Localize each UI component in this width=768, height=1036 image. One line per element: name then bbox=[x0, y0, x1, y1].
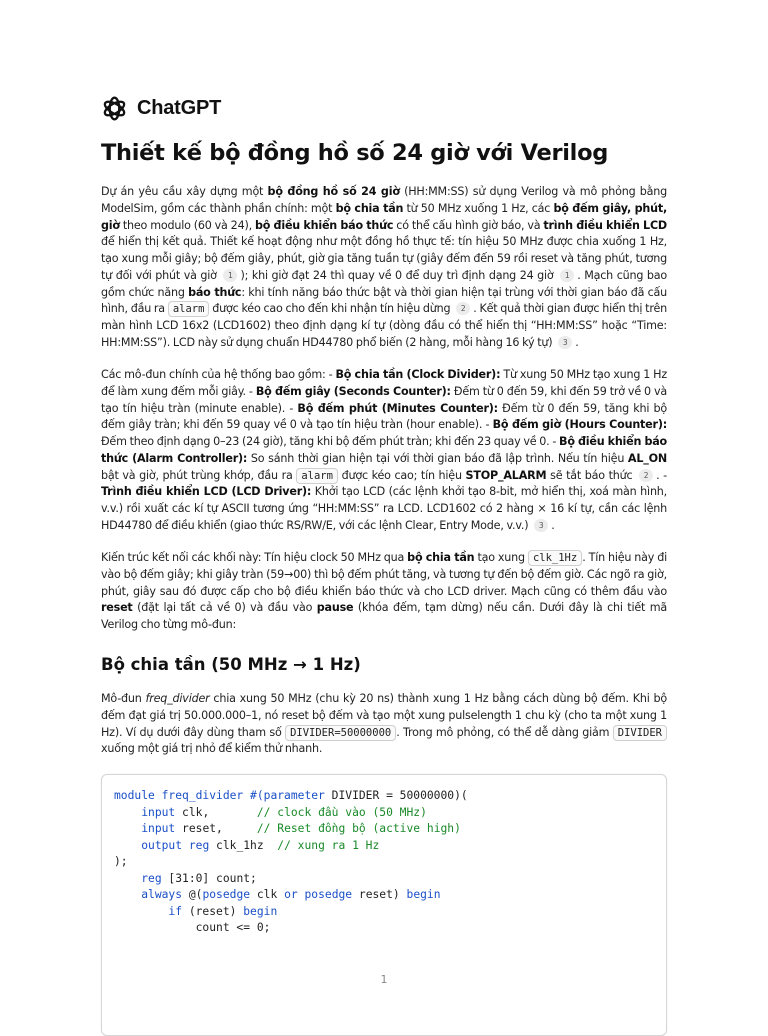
code-lines: module freq_divider #(parameter DIVIDER = 50000000)( input clk, // clock đầu vào (50 MHz) input reset, // Reset đồng bộ (active high) output reg clk_1hz // xung ra 1 Hz ); reg [31:0] count; always @(posedge clk or posedge reset) begin if (reset) begin count <= 0; bbox=[114, 789, 468, 934]
inline-code-clk-1hz: clk_1Hz bbox=[528, 550, 582, 566]
inline-code-divider-value: DIVIDER=50000000 bbox=[285, 725, 396, 741]
citation-badge[interactable]: 3 bbox=[558, 336, 572, 349]
inline-code-alarm: alarm bbox=[296, 468, 338, 484]
brand-header bbox=[101, 94, 221, 122]
modules-paragraph: Các mô-đun chính của hệ thống bao gồm: - Bộ chia tần (Clock Divider): Từ xung 50 MHz tạo xung 1 Hz để làm xung đếm mỗi giây. - Bộ đếm giây (Seconds Counter): Đếm từ 0 đến 59, khi đến 59 trở về 0 và tạo tín hiệu tràn (minute enable). - Bộ đếm phút (Minutes Counter): Đếm từ 0 đến 59, tăng khi bộ đếm giây tràn; khi đến 59 quay về 0 và tạo tín hiệu tràn (hour enable). - Bộ đếm giờ (Hours Counter): Đếm theo định dạng 0–23 (24 giờ), tăng khi bộ đếm phút tràn; khi đến 23 quay về 0. - Bộ điều khiển báo thức (Alarm Controller): So sánh thời gian hiện tại với thời gian báo đã lập trình. Nếu tín hiệu AL_ON bật và giờ, phút trùng khớp, đầu ra alarm được kéo cao; tín hiệu STOP_ALARM sẽ tắt báo thức 2 . - Trình điều khiển LCD (LCD Driver): Khởi tạo LCD (các lệnh khởi tạo 8-bit, mở hiển thị, xoá màn hình, v.v.) rồi xuất các kí tự ASCII tương ứng “HH:MM:SS” ra LCD. LCD1602 có 2 hàng × 16 kí tự, cần các lệnh HD44780 để điều khiển (giao thức RS/RW/E, với các lệnh Clear, Entry Mode, v.v.) 3 . bbox=[101, 368, 668, 532]
intro-paragraph: Dự án yêu cầu xây dựng một bộ đồng hồ số 24 giờ (HH:MM:SS) sử dụng Verilog và mô phỏng bằng ModelSim, gồm các thành phần chính: một bộ chia tần từ 50 MHz xuống 1 Hz, các bộ đếm giây, phút, giờ theo modulo (60 và 24), bộ điều khiển báo thức có thể cấu hình giờ báo, và trình điều khiển LCD để hiển thị kết quả. Thiết kế hoạt động như một đồng hồ thực tế: tín hiệu 50 MHz được chia xuống 1 Hz, tạo xung mỗi giây; bộ đếm giây, phút, giờ gia tăng tuần tự (giây đếm đến 59 rồi reset và tăng phút, tương tự đối với phút và giờ 1 ); khi giờ đạt 24 thì quay về 0 để duy trì định dạng 24 giờ 1 . Mạch cũng bao gồm chức năng báo thức: khi tính năng báo thức bật và thời gian hiện tại trùng với thời gian báo đã cấu hình, đầu ra alarm được kéo cao cho đến khi nhận tín hiệu dừng 2 . Kết quả thời gian được hiển thị trên màn hình LCD 16x2 (LCD1602) theo định dạng kí tự (dòng đầu có thể hiển thị “HH:MM:SS” hoặc “Time: HH:MM:SS”). LCD này sử dụng chuẩn HD44780 phổ biến (2 hàng, mỗi hàng 16 ký tự) 3 . bbox=[101, 185, 668, 349]
page-number: 1 bbox=[380, 973, 388, 986]
divider-paragraph: Mô-đun freq_divider chia xung 50 MHz (chu kỳ 20 ns) thành xung 1 Hz bằng cách dùng bộ đếm. Khi bộ đếm đạt giá trị 50.000.000–1, nó reset bộ đếm và tạo một xung pulselength 1 chu kỳ (cho ta một xung 1 Hz). Ví dụ dưới đây dùng tham số DIVIDER=50000000 . Trong mô phỏng, có thể dễ dàng giảm DIVIDER xuống một giá trị nhỏ để kiểm thử nhanh. bbox=[101, 692, 667, 756]
section-heading-clock-divider: Bộ chia tần (50 MHz → 1 Hz) bbox=[101, 655, 361, 674]
chatgpt-logo-icon bbox=[101, 95, 128, 122]
citation-badge[interactable]: 1 bbox=[560, 269, 574, 282]
citation-badge[interactable]: 2 bbox=[639, 469, 653, 482]
inline-code-divider: DIVIDER bbox=[613, 725, 667, 741]
document-title: Thiết kế bộ đồng hồ số 24 giờ với Verilog bbox=[101, 140, 609, 166]
verilog-code-block[interactable] bbox=[101, 774, 667, 1036]
inline-code-alarm: alarm bbox=[168, 301, 210, 317]
brand-name: ChatGPT bbox=[137, 96, 222, 119]
citation-badge[interactable]: 2 bbox=[456, 302, 470, 315]
citation-badge[interactable]: 1 bbox=[223, 269, 237, 282]
architecture-paragraph: Kiến trúc kết nối các khối này: Tín hiệu clock 50 MHz qua bộ chia tần tạo xung clk_1Hz . Tín hiệu này đi vào bộ đếm giây; khi giây tràn (59→00) thì bộ đếm phút tăng, và tương tự đến bộ đếm giờ. Các ngõ ra giờ, phút, giây sau đó được cấp cho bộ điều khiển báo thức và cho LCD driver. Mạch cũng có thêm đầu vào reset (đặt lại tất cả về 0) và đầu vào pause (khóa đếm, tạm dừng) nếu cần. Dưới đây là chi tiết mã Verilog cho từng mô-đun: bbox=[101, 551, 667, 631]
citation-badge[interactable]: 3 bbox=[534, 519, 548, 532]
